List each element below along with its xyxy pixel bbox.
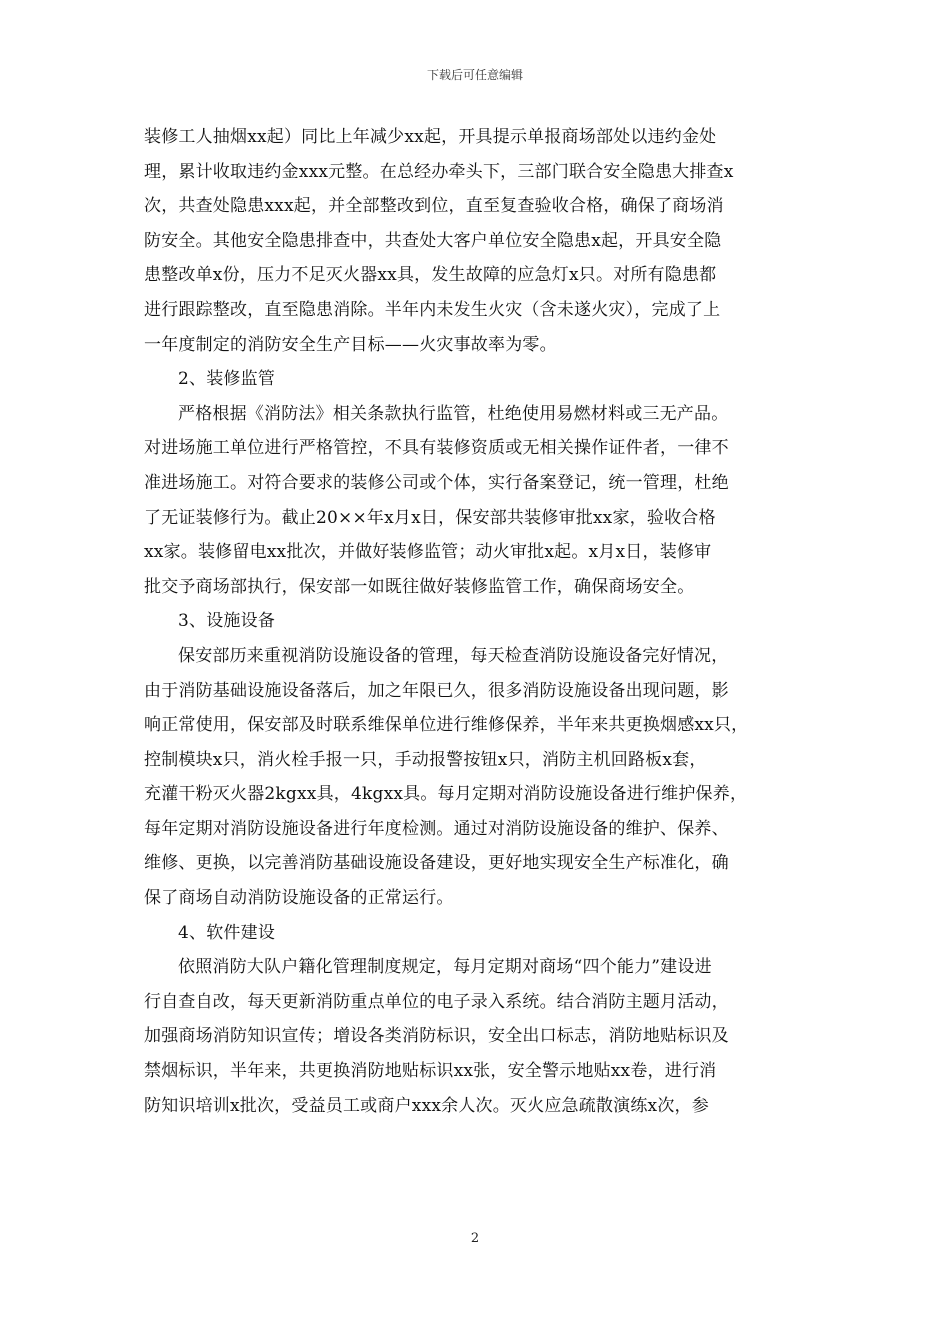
text-line: 保安部历来重视消防设施设备的管理，每天检查消防设施设备完好情况， bbox=[178, 645, 729, 666]
text-line: 维修、更换，以完善消防基础设施设备建设，更好地实现安全生产标准化，确 bbox=[144, 853, 729, 874]
text-line: 装修工人抽烟xx起）同比上年减少xx起，开具提示单报商场部处以违约金处 bbox=[144, 127, 717, 147]
page-number: 2 bbox=[470, 1231, 480, 1246]
text-line: xx家。装修留电xx批次，并做好装修监管；动火审批x起。x月x日，装修审 bbox=[144, 542, 712, 563]
text-line: 每年定期对消防设施设备进行年度检测。通过对消防设施设备的维护、保养、 bbox=[144, 818, 729, 839]
text-line: 行自查自改，每天更新消防重点单位的电子录入系统。结合消防主题月活动， bbox=[144, 991, 729, 1012]
text-line: 防知识培训x批次，受益员工或商户xxx余人次。灭火应急疏散演练x次，参 bbox=[144, 1095, 709, 1116]
text-line: 一年度制定的消防安全生产目标——火灾事故率为零。 bbox=[144, 334, 557, 355]
document-body bbox=[144, 120, 820, 1123]
page-header: 下载后可任意编辑 bbox=[426, 68, 523, 82]
text-line: 批交予商场部执行，保安部一如既往做好装修监管工作，确保商场安全。 bbox=[144, 576, 695, 597]
text-line: 保了商场自动消防设施设备的正常运行。 bbox=[144, 888, 454, 909]
text-line: 准进场施工。对符合要求的装修公司或个体，实行备案登记，统一管理，杜绝 bbox=[144, 472, 729, 493]
text-line: 患整改单x份，压力不足灭火器xx具，发生故障的应急灯x只。对所有隐患都 bbox=[144, 265, 717, 286]
text-line: 加强商场消防知识宣传；增设各类消防标识，安全出口标志，消防地贴标识及 bbox=[144, 1026, 729, 1047]
text-line: 3、设施设备 bbox=[178, 611, 276, 632]
text-line: 2、装修监管 bbox=[178, 369, 276, 390]
text-line: 次，共查处隐患xxx起，并全部整改到位，直至复查验收合格，确保了商场消 bbox=[144, 196, 724, 217]
text-line: 控制模块x只，消火栓手报一只，手动报警按钮x只，消防主机回路板x套， bbox=[144, 749, 707, 770]
text-line: 理，累计收取违约金xxx元整。在总经办牵头下，三部门联合安全隐患大排查x bbox=[144, 161, 734, 182]
text-line: 4、软件建设 bbox=[178, 922, 276, 943]
text-line: 进行跟踪整改，直至隐患消除。半年内未发生火灾（含未遂火灾），完成了上 bbox=[144, 299, 721, 320]
text-line: 充灌干粉灭火器2kgxx具，4kgxx具。每月定期对消防设施设备进行维护保养， bbox=[144, 784, 748, 805]
text-line: 响正常使用，保安部及时联系维保单位进行维修保养，半年来共更换烟感xx只， bbox=[144, 715, 749, 736]
text-line: 对进场施工单位进行严格管控，不具有装修资质或无相关操作证件者，一律不 bbox=[144, 438, 729, 459]
text-line: 依照消防大队户籍化管理制度规定，每月定期对商场“四个能力”建设进 bbox=[178, 957, 712, 978]
text-line: 了无证装修行为。截止20××年x月x日，保安部共装修审批xx家，验收合格 bbox=[144, 507, 716, 528]
text-line: 严格根据《消防法》相关条款执行监管，杜绝使用易燃材料或三无产品。 bbox=[178, 403, 729, 424]
text-line: 由于消防基础设施设备落后，加之年限已久，很多消防设施设备出现问题，影 bbox=[144, 680, 729, 701]
text-line: 禁烟标识，半年来，共更换消防地贴标识xx张，安全警示地贴xx卷，进行消 bbox=[144, 1061, 717, 1082]
text-line: 防安全。其他安全隐患排查中，共查处大客户单位安全隐患x起，开具安全隐 bbox=[144, 230, 722, 251]
